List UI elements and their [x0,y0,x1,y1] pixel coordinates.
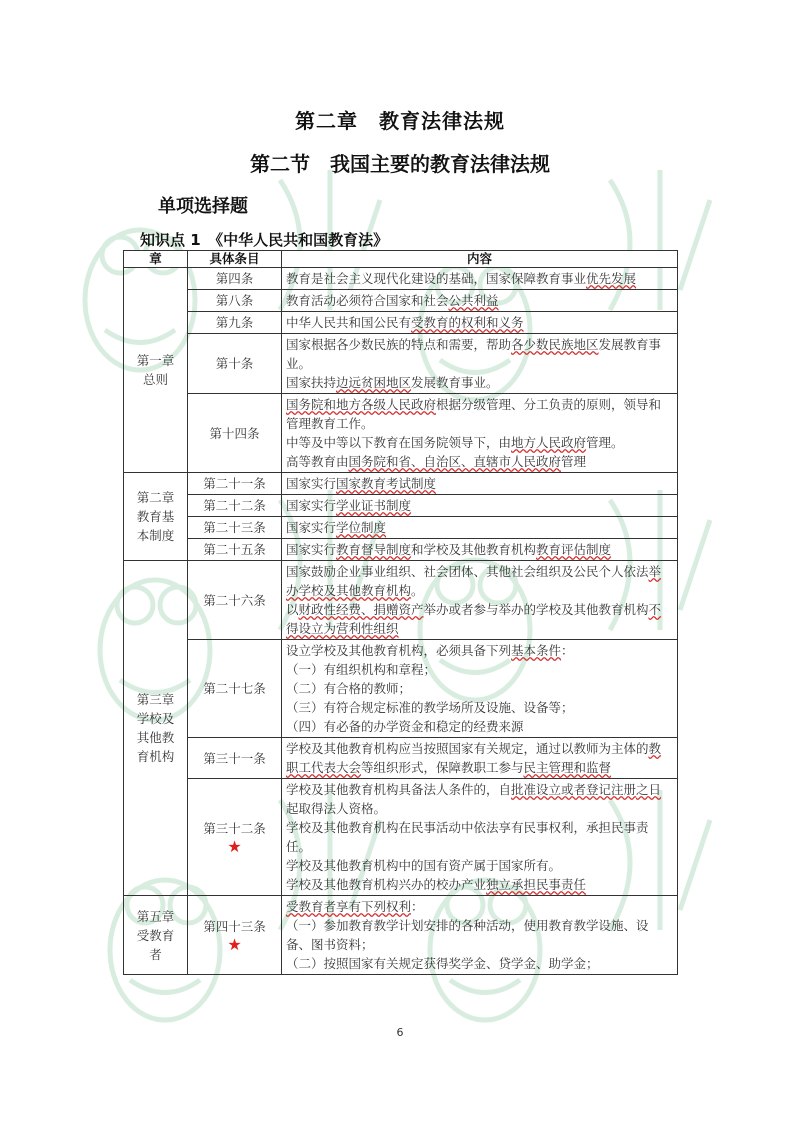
article-cell [188,779,282,896]
content-line: 国家实行学业证书制度 [286,498,412,513]
content-line: 国家扶持边远贫困地区发展教育事业。 [286,375,499,390]
table-row [124,394,678,473]
chapter-title: 第二章 教育法律法规 [295,109,505,133]
content-cell [282,334,678,394]
article-label: 第二十六条 [203,592,266,608]
article-label: 第二十一条 [203,476,266,491]
content-cell [282,738,678,779]
content-line: 中华人民共和国公民有受教育的权利和义务 [286,315,524,330]
section-title: 第二节 我国主要的教育法律法规 [250,152,550,176]
content-line: （二）按照国家有关规定获得奖学金、贷学金、助学金； [286,956,599,971]
content-line: 以财政性经费、捐赠资产举办或者参与举办的学校及其他教育机构不得设立为营利性组织 [286,602,662,636]
table-row [124,312,678,334]
content-line: 国家实行教育督导制度和学校及其他教育机构教育评估制度 [286,542,612,557]
article-cell [188,896,282,975]
chapter-cell: 第二章 教育基 本制度 [124,473,188,561]
article-cell [188,640,282,738]
column-header-content: 内容 [282,251,678,268]
table-row [124,334,678,394]
article-label: 第二十三条 [203,520,266,535]
table-row [124,896,678,975]
content-line: （二）有合格的教师； [286,681,412,696]
article-label: 第四十三条 [203,918,266,934]
page-number: 6 [396,1026,404,1039]
table-header-row [124,251,678,268]
law-articles-table [123,250,678,975]
question-type-heading: 单项选择题 [158,196,248,217]
column-header-chapter: 章 [124,251,188,268]
content-cell [282,896,678,975]
table-row [124,561,678,640]
content-line: 学校及其他教育机构具备法人条件的，自批准设立或者登记注册之日起取得法人资格。 [286,782,662,816]
content-line: （一）参加教育教学计划安排的各种活动，使用教育教学设施、设备、图书资料； [286,918,649,952]
content-line: 国家根据各少数民族的特点和需要，帮助各少数民族地区发展教育事业。 [286,337,662,371]
article-cell [188,517,282,539]
content-cell [282,495,678,517]
content-line: 高等教育由国务院和省、自治区、直辖市人民政府管理 [286,454,587,469]
content-line: 受教育者享有下列权利： [286,899,424,914]
table-row [124,539,678,561]
table-row [124,268,678,290]
content-line: 国家实行学位制度 [286,520,387,535]
table-row [124,495,678,517]
content-line: 学校及其他教育机构中的国有资产属于国家所有。 [286,858,562,873]
knowledge-point-heading: 知识点 1 《中华人民共和国教育法》 [140,231,389,249]
content-line: （三）有符合规定标准的教学场所及设施、设备等； [286,700,574,715]
content-line: 国家实行国家教育考试制度 [286,476,437,491]
article-cell [188,394,282,473]
article-label: 第四条 [215,271,254,286]
article-cell [188,290,282,312]
key-point-star-icon: ★ [227,934,242,954]
content-line: 中等及中等以下教育在国务院领导下，由地方人民政府管理。 [286,435,624,450]
content-line: 教育活动必须符合国家和社会公共利益 [286,293,499,308]
content-cell [282,539,678,561]
article-label: 第十条 [215,356,254,371]
content-cell [282,394,678,473]
chapter-cell: 第五章 受教育 者 [124,896,188,975]
article-label: 第三十一条 [203,750,266,766]
article-label: 第二十二条 [203,498,266,513]
content-line: 国务院和地方各级人民政府根据分级管理、分工负责的原则，领导和管理教育工作。 [286,397,662,431]
article-cell [188,268,282,290]
content-line: （一）有组织机构和章程； [286,662,437,677]
table-row [124,640,678,738]
content-cell [282,268,678,290]
article-cell [188,312,282,334]
content-line: 学校及其他教育机构兴办的校办产业独立承担民事责任 [286,877,587,892]
content-line: 国家鼓励企业事业组织、社会团体、其他社会组织及公民个人依法举办学校及其他教育机构。 [286,564,662,598]
article-label: 第八条 [215,293,254,308]
table-row [124,779,678,896]
article-cell [188,334,282,394]
content-line: 教育是社会主义现代化建设的基础，国家保障教育事业优先发展 [286,271,637,286]
article-cell [188,738,282,779]
table-row [124,517,678,539]
content-cell [282,290,678,312]
column-header-article: 具体条目 [188,251,282,268]
chapter-cell: 第三章 学校及 其他教 育机构 [124,561,188,896]
content-line: 设立学校及其他教育机构，必须具备下列基本条件： [286,643,574,658]
content-cell [282,312,678,334]
article-label: 第二十七条 [203,681,266,696]
content-line: （四）有必备的办学资金和稳定的经费来源 [286,719,524,734]
content-cell [282,473,678,495]
content-cell [282,561,678,640]
article-cell [188,561,282,640]
content-line: 学校及其他教育机构在民事活动中依法享有民事权利，承担民事责任。 [286,820,649,854]
content-cell [282,779,678,896]
content-line: 学校及其他教育机构应当按照国家有关规定，通过以教师为主体的教职工代表大会等组织形式，保障教职工参与民主管理和监督 [286,741,662,775]
article-label: 第二十五条 [203,542,266,557]
chapter-cell: 第一章 总则 [124,268,188,473]
article-label: 第十四条 [209,425,260,441]
article-cell [188,539,282,561]
content-cell [282,640,678,738]
article-cell [188,473,282,495]
table-row [124,738,678,779]
content-cell [282,517,678,539]
table-row [124,473,678,495]
table-row [124,290,678,312]
article-label: 第三十二条 [203,820,266,836]
article-cell [188,495,282,517]
key-point-star-icon: ★ [227,836,242,856]
article-label: 第九条 [215,315,254,330]
